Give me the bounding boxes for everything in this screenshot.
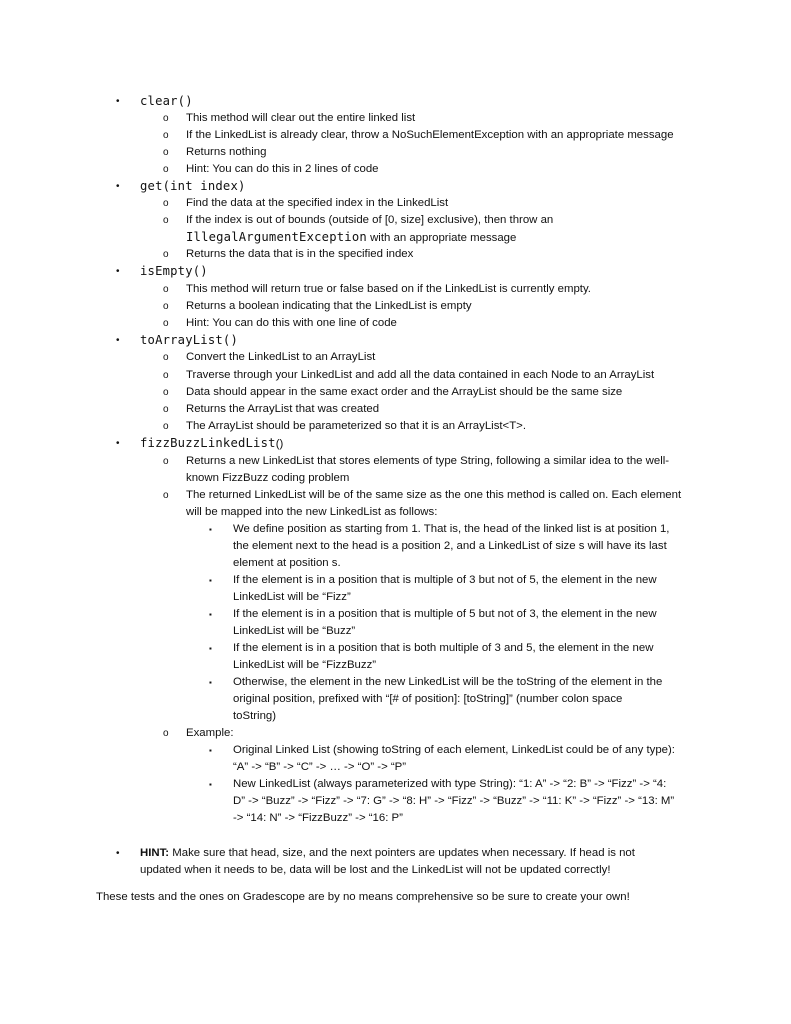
bullet: o xyxy=(163,456,169,467)
bullet: o xyxy=(163,164,169,175)
rule-item-continuation: LinkedList will be “Fizz” xyxy=(233,591,351,603)
list-item: This method will clear out the entire linked list xyxy=(186,112,416,124)
bullet: o xyxy=(163,318,169,329)
bullet: o xyxy=(163,198,169,209)
rule-item-continuation: the element next to the head is a position 2, and a LinkedList of size s will have its last xyxy=(233,540,667,552)
example-item: New LinkedList (always parameterized with type String): “1: A” -> “2: B” -> “Fizz” -> “4: xyxy=(233,778,667,790)
example-label: Example: xyxy=(186,727,234,739)
list-item: Traverse through your LinkedList and add all the data contained in each Node to an ArrayList xyxy=(186,369,655,381)
list-item: Data should appear in the same exact order and the ArrayList should be the same size xyxy=(186,386,623,398)
bullet: • xyxy=(116,266,120,277)
list-item: Returns nothing xyxy=(186,146,267,158)
bullet: o xyxy=(163,421,169,432)
rule-item-continuation: element at position s. xyxy=(233,557,341,569)
bullet: o xyxy=(163,249,169,260)
bullet: o xyxy=(163,352,169,363)
bullet: • xyxy=(116,848,120,859)
list-item: Returns the data that is in the specified index xyxy=(186,248,414,260)
bullet: ▪ xyxy=(209,780,212,789)
hint-text xyxy=(140,845,635,862)
bullet: ▪ xyxy=(209,610,212,619)
list-item-continuation xyxy=(186,229,516,247)
rule-item-continuation: LinkedList will be “Buzz” xyxy=(233,625,356,637)
list-item: Returns a new LinkedList that stores elements of type String, following a similar idea to the well- xyxy=(186,455,670,467)
list-item-continuation: known FizzBuzz coding problem xyxy=(186,472,350,484)
list-item: Hint: You can do this in 2 lines of code xyxy=(186,163,379,175)
example-item-continuation: -> “14: N” -> “FizzBuzz” -> “16: P” xyxy=(233,812,403,824)
method-heading-clear: clear() xyxy=(140,94,193,108)
bullet: ▪ xyxy=(209,525,212,534)
bullet: o xyxy=(163,215,169,226)
rule-item: If the element is in a position that is both multiple of 3 and 5, the element in the new xyxy=(233,642,654,654)
rule-item-continuation: original position, prefixed with “[# of position]: [toString]” (number colon space xyxy=(233,693,623,705)
list-item: If the LinkedList is already clear, throw a NoSuchElementException with an appropriate message xyxy=(186,129,674,141)
list-item: This method will return true or false based on if the LinkedList is currently empty. xyxy=(186,283,591,295)
list-item: Returns a boolean indicating that the LinkedList is empty xyxy=(186,300,472,312)
bullet: o xyxy=(163,113,169,124)
bullet: o xyxy=(163,370,169,381)
example-item-continuation: D” -> “Buzz” -> “Fizz” -> “7: G” -> “8: H” -> “Fizz” -> “Buzz” -> “11: K” -> “Fizz” -> “13: M” xyxy=(233,795,675,807)
method-heading-get: get(int index) xyxy=(140,179,246,193)
list-item: Convert the LinkedList to an ArrayList xyxy=(186,351,376,363)
list-item: The returned LinkedList will be of the same size as the one this method is called on. Each element xyxy=(186,489,682,501)
bullet: • xyxy=(116,438,120,449)
rule-item: If the element is in a position that is multiple of 3 but not of 5, the element in the new xyxy=(233,574,657,586)
heading-code: fizzBuzzLinkedList xyxy=(140,436,276,450)
list-item: Hint: You can do this with one line of code xyxy=(186,317,397,329)
list-item: The ArrayList should be parameterized so that it is an ArrayList<T>. xyxy=(186,420,526,432)
bullet: o xyxy=(163,301,169,312)
heading-parens: () xyxy=(275,438,284,450)
bullet: o xyxy=(163,130,169,141)
rule-item: We define position as starting from 1. That is, the head of the linked list is at position 1, xyxy=(233,523,670,535)
rule-item: If the element is in a position that is multiple of 5 but not of 3, the element in the new xyxy=(233,608,657,620)
bullet: o xyxy=(163,490,169,501)
method-heading-isempty: isEmpty() xyxy=(140,264,208,278)
list-item: If the index is out of bounds (outside of [0, size] exclusive), then throw an xyxy=(186,214,554,226)
closing-note: These tests and the ones on Gradescope are by no means comprehensive so be sure to create your own! xyxy=(96,891,630,903)
inline-code: IllegalArgumentException xyxy=(186,230,367,244)
example-item-continuation: “A” -> “B” -> “C” -> … -> “O” -> “P” xyxy=(233,761,407,773)
list-item: Returns the ArrayList that was created xyxy=(186,403,380,415)
bullet: o xyxy=(163,147,169,158)
bullet: ▪ xyxy=(209,644,212,653)
hint-body: Make sure that head, size, and the next pointers are updates when necessary. If head is not xyxy=(169,847,635,859)
bullet: • xyxy=(116,96,120,107)
list-item: Find the data at the specified index in the LinkedList xyxy=(186,197,449,209)
bullet: o xyxy=(163,284,169,295)
hint-label: HINT: xyxy=(140,847,170,859)
bullet: ▪ xyxy=(209,746,212,755)
bullet: • xyxy=(116,335,120,346)
bullet: o xyxy=(163,387,169,398)
bullet: ▪ xyxy=(209,576,212,585)
list-item-continuation: will be mapped into the new LinkedList as follows: xyxy=(186,506,438,518)
bullet: • xyxy=(116,181,120,192)
bullet: ▪ xyxy=(209,678,212,687)
hint-continuation: updated when it needs to be, data will be lost and the LinkedList will not be updated correctly! xyxy=(140,864,611,876)
rule-item-continuation: LinkedList will be “FizzBuzz” xyxy=(233,659,377,671)
example-item: Original Linked List (showing toString of each element, LinkedList could be of any type): xyxy=(233,744,675,756)
bullet: o xyxy=(163,404,169,415)
method-heading-toarraylist: toArrayList() xyxy=(140,333,238,347)
method-heading-fizzbuzz xyxy=(140,435,283,453)
inline-text: with an appropriate message xyxy=(366,232,517,244)
rule-item: Otherwise, the element in the new LinkedList will be the toString of the element in the xyxy=(233,676,663,688)
bullet: o xyxy=(163,728,169,739)
rule-item-continuation: toString) xyxy=(233,710,277,722)
